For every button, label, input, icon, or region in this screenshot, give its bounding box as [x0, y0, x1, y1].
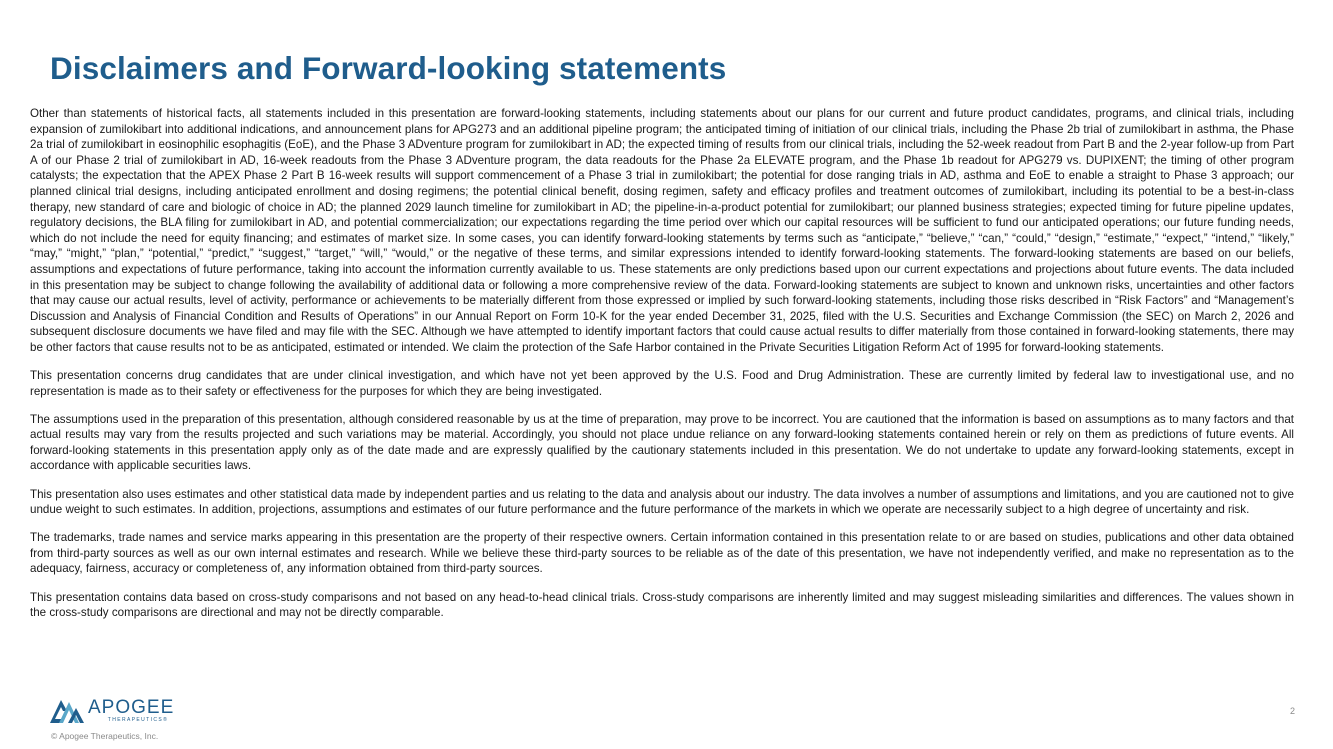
page-number: 2	[1289, 706, 1295, 716]
disclaimer-paragraph-cross-study: This presentation contains data based on cross-study comparisons and not based on any head-to-head clinical trials. Cross-study comparisons are inherently limited and may suggest misleading similarities and differences. The values shown in the cross-study comparisons are directional and may not be directly comparable.	[30, 590, 1294, 620]
logo-subtitle: THERAPEUTICS®	[107, 716, 169, 723]
disclaimer-body	[30, 106, 1294, 633]
disclaimer-paragraph-assumptions: The assumptions used in the preparation of this presentation, although considered reasonable by us at the time of preparation, may prove to be incorrect. You are cautioned that the information is based on assumptions as to many factors and that actual results may vary from the results projected and such variations may be material. Accordingly, you should not place undue reliance on any forward-looking statements contained herein or rely on them as predictions of future events. All forward-looking statements in this presentation apply only as of the date made and are expressly qualified by the cautionary statements included in this presentation. We do not undertake to update any forward-looking statements, except in accordance with applicable securities laws.	[30, 412, 1294, 473]
disclaimer-paragraph-forward-looking: Other than statements of historical facts, all statements included in this presentation are forward-looking statements, including statements about our plans for our current and future product candidates, programs, and clinical trials, including expansion of zumilokibart into additional indications, and announcement plans for APG273 and an additional pipeline program; the anticipated timing of initiation of our clinical trials, including the Phase 2b trial of zumilokibart in asthma, the Phase 2a trial of zumilokibart in eosinophilic esophagitis (EoE), and the Phase 3 ADventure program for zumilokibart in AD; the expected timing of results from our clinical trials, including the 52-week readout from Part B and the 2-year follow-up from Part A of our Phase 2 trial of zumilokibart in AD, 16-week readouts from the Phase 3 ADventure program, the data readouts for the Phase 2a ELEVATE program, and the Phase 1b readout for APG279 vs. DUPIXENT; the timing of other program catalysts; the expectation that the APEX Phase 2 Part B 16-week results will support commencement of a Phase 3 trial in zumilokibart; the potential for dose ranging trials in AD, asthma and EoE to enable a straight to Phase 3 approach; our planned clinical trial designs, including anticipated enrollment and dosing regimens; the potential clinical benefit, dosing regimen, safety and efficacy profiles and treatment outcomes of zumilokibart, including its potential to be a best-in-class therapy, new standard of care and biologic of choice in AD; the planned 2029 launch timeline for zumilokibart in AD; the pipeline-in-a-product potential for zumilokibart; our planned business strategies; expected timing for future pipeline updates, regulatory decisions, the BLA filing for zumilokibart in AD, and potential commercialization; our expectations regarding the time period over which our capital resources will be sufficient to fund our anticipated operations; our future funding needs, which do not include the need for equity financing; and estimates of market size. In some cases, you can identify forward-looking statements by terms such as “anticipate,” “believe,” “can,” “could,” “design,” “estimate,” “expect,” “intend,” “likely,” “may,” “might,” “plan,” “potential,” “predict,” “suggest,” “target,” “will,” “would,” or the negative of these terms, and similar expressions intended to identify forward-looking statements. The forward-looking statements are based on our beliefs, assumptions and expectations of future performance, taking into account the information currently available to us. These statements are only predictions based upon our current expectations and projections about future events. The data included in this presentation may be subject to change following the availability of additional data or following a more comprehensive review of the data. Forward-looking statements are subject to known and unknown risks, uncertainties and other factors that may cause our actual results, level of activity, performance or achievements to be materially different from those expressed or implied by such forward-looking statements, including those risks described in “Risk Factors” and “Management’s Discussion and Analysis of Financial Condition and Results of Operations” in our Annual Report on Form 10-K for the year ended December 31, 2025, filed with the U.S. Securities and Exchange Commission (the SEC) on March 2, 2026 and subsequent disclosure documents we have filed and may file with the SEC. Although we have attempted to identify important factors that could cause actual results to differ materially from those contained in forward-looking statements, there may be other factors that cause results not to be as anticipated, estimated or intended. We claim the protection of the Safe Harbor contained in the Private Securities Litigation Reform Act of 1995 for forward-looking statements.	[30, 107, 1294, 354]
disclaimer-paragraph-trademarks: The trademarks, trade names and service marks appearing in this presentation are the property of their respective owners. Certain information contained in this presentation relate to or are based on studies, publications and other data obtained from third-party sources as well as our own internal estimates and research. While we believe these third-party sources to be reliable as of the date of this presentation, we have not independently verified, and make no representation as to the adequacy, fairness, accuracy or completeness of, any information obtained from third-party sources.	[30, 531, 1294, 576]
disclaimer-paragraph-clinical-investigation: This presentation concerns drug candidates that are under clinical investigation, and which have not yet been approved by the U.S. Food and Drug Administration. These are currently limited by federal law to investigational use, and no representation is made as to their safety or effectiveness for the purposes for which they are being investigated.	[30, 369, 1294, 398]
apogee-logo-icon	[48, 696, 86, 724]
company-logo	[48, 696, 174, 724]
copyright-notice: © Apogee Therapeutics, Inc.	[51, 731, 159, 741]
disclaimer-paragraph-estimates: This presentation also uses estimates and other statistical data made by independent parties and us relating to the data and analysis about our industry. The data involves a number of assumptions and limitations, and you are cautioned not to give undue weight to such estimates. In addition, projections, assumptions and estimates of our future performance and the future performance of the markets in which we operate are necessarily subject to a high degree of uncertainty and risk.	[30, 487, 1294, 517]
page-title: Disclaimers and Forward-looking statements	[50, 50, 727, 86]
logo-wordmark: APOGEE	[88, 696, 175, 718]
